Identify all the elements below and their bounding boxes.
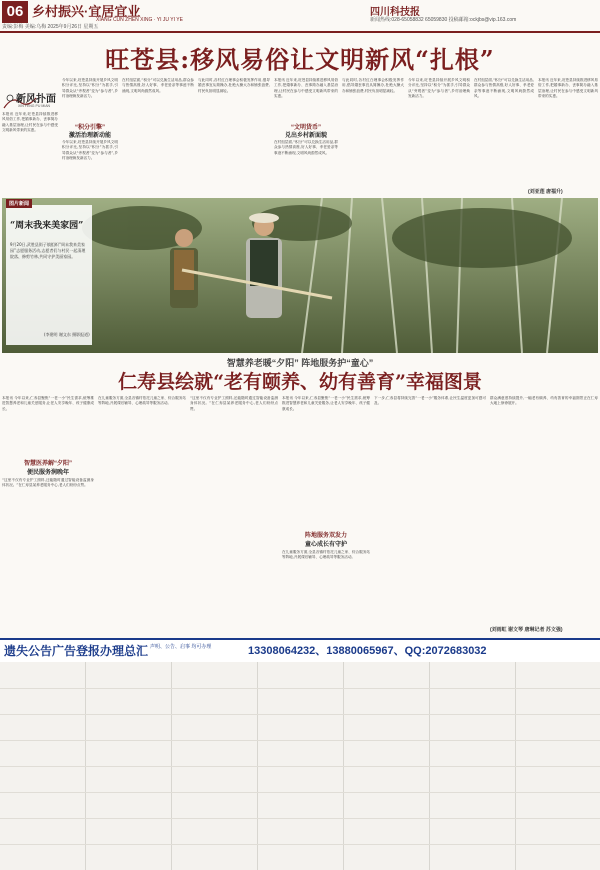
article1-col1: 本报讯 近年来,旺苍县持续推进移风易俗工作,把婚事新办、丧事简办融入基层治理,让村民在参与中感受文明新风带来的实惠。	[2, 112, 58, 132]
article1-col5: 本报讯 近年来,旺苍县持续推进移风易俗工作,把婚事新办、丧事简办融入基层治理,让村民在参与中感受文明新风带来的实惠。	[274, 78, 338, 98]
photo-credit: (李建明 谢文东 摄影报道)	[44, 332, 90, 337]
subhead-points-engine: “积分引擎”	[74, 125, 105, 131]
article2-col5: 本报讯 今年以来,仁寿县聚焦“一老一小”民生需求,统筹推进智慧养老和儿童关爱服务,让老人安享晚年、孩子健康成长。	[282, 396, 370, 411]
article1-col1b: 今年以来,旺苍县持续开展乡风文明积分评比,坚持以“积分”为抓手,引导群众从“旁观者”变为“参与者”,乡村治理焕发新活力。	[62, 78, 118, 98]
classified-ad-bar	[0, 638, 600, 663]
subhead-child-service: 阵地服务双发力	[304, 533, 347, 539]
article1-byline: (刘亚莲 唐福升)	[528, 189, 563, 195]
article2-col4: “这里不仅有专业护工照料,还能随时通过智能设备监测身体状况。”在仁寿县某养老服务中心,老人们纷纷点赞。	[190, 396, 278, 411]
column-logo	[2, 88, 58, 112]
article1-col9: 在村组层面,“积分”可以兑换生活用品,群众参与热情高涨,好人好事、孝老爱亲等事迹不断涌现,文明风尚蔚然成风。	[474, 78, 534, 98]
article1-col10: 本报讯 近年来,旺苍县持续推进移风易俗工作,把婚事新办、丧事简办融入基层治理,让村民在参与中感受文明新风带来的实惠。	[538, 78, 598, 98]
article1-col8: 今年以来,旺苍县持续开展乡风文明积分评比,坚持以“积分”为抓手,引导群众从“旁观者”变为“参与者”,乡村治理焕发新活力。	[408, 78, 470, 98]
article1-col2: 今年以来,旺苍县持续开展乡风文明积分评比,坚持以“积分”为抓手,引导群众从“旁观者”变为“参与者”,乡村治理焕发新活力。	[62, 140, 118, 160]
article2-col6: 在儿童服务方面,全县各镇村依托儿童之家、综合服务站等阵地,开展课后辅导、心理疏导等服务活动。	[282, 550, 370, 560]
editor-line: 责编:彭梅 美编:乌梅 2025年9月26日 星期五	[2, 24, 99, 30]
article1-col3: 在村组层面,“积分”可以兑换生活用品,群众参与热情高涨,好人好事、孝老爱亲等事迹不断涌现,文明风尚蔚然成风。	[122, 78, 194, 93]
subhead-smart-care-2: 便民服务润晚年	[26, 470, 69, 476]
photo-caption-title: “周末我来美家园”	[10, 221, 84, 231]
headline-renshou: 仁寿县绘就“老有颐养、幼有善育”幸福图景	[118, 371, 482, 393]
subhead-civil-currency-2: 兑出乡村新面貌	[284, 133, 327, 139]
article2-kicker: 智慧养老暖“夕阳” 阵地服务护“童心”	[226, 358, 374, 368]
column-logo-title: 新风扑面	[16, 94, 56, 105]
article1-col4: 与此同时,各村红白理事会积极发挥作用,倡导婚丧事宜从简操办,杜绝大操大办和铺张浪费,村民负担明显减轻。	[198, 78, 270, 93]
headline-wangcang: 旺苍县:移风易俗让文明新风“扎根”	[105, 45, 495, 74]
subhead-child-service-2: 童心成长有守护	[304, 542, 347, 548]
ad-subtitle: 声明、公告、启事 均可办理	[150, 644, 212, 650]
subhead-points-engine-2: 激活治理新动能	[68, 133, 111, 139]
ad-title: 遗失公告广告登报办理总汇	[4, 644, 149, 658]
subhead-smart-care: 智慧医养解“夕阳”	[23, 461, 72, 467]
article1-col7: 与此同时,各村红白理事会积极发挥作用,倡导婚丧事宜从简操办,杜绝大操大办和铺张浪费,村民负担明显减轻。	[342, 78, 404, 93]
newspaper-logo: 四川科技报	[370, 7, 420, 18]
article2-col3: 在儿童服务方面,全县各镇村依托儿童之家、综合服务站等阵地,开展课后辅导、心理疏导等服务活动。	[98, 396, 186, 406]
ad-phone-numbers: 13308064232、13880065967、QQ:2072683032	[248, 645, 487, 657]
masthead-rule	[0, 31, 600, 33]
article2-col2: “这里不仅有专业护工照料,还能随时通过智能设备监测身体状况。”在仁寿县某养老服务中心,老人们纷纷点赞。	[2, 478, 94, 488]
article1-col6: 在村组层面,“积分”可以兑换生活用品,群众参与热情高涨,好人好事、孝老爱亲等事迹不断涌现,文明风尚蔚然成风。	[274, 140, 338, 155]
section-pinyin: XIANG CUN ZHEN XING · YI JU YI YE	[96, 17, 183, 23]
masthead	[0, 0, 600, 30]
article2-byline: (刘雨虹 谢文琴 唐琳记者 苏文强)	[490, 627, 563, 633]
article2-col8: 群众满意度持续提升,一幅老有颐养、幼有善育的幸福图景正在仁寿大地上徐徐展开。	[490, 396, 598, 406]
article2-col1: 本报讯 今年以来,仁寿县聚焦“一老一小”民生需求,统筹推进智慧养老和儿童关爱服务,让老人安享晚年、孩子健康成长。	[2, 396, 94, 411]
contact-line: 新闻热线:028-65058832 65059830 投稿邮箱:ockjbs@vip.163.com	[370, 17, 517, 23]
section-title: 乡村振兴·宜居宜业	[32, 4, 141, 19]
classified-ads-grid	[0, 662, 600, 870]
photo-caption-text: 9月20日,武胜县街子镇组织“周末我来美家园”志愿服务活动,志愿者们与村民一起清理院落、修剪竹林,共同守护美丽家园。	[10, 242, 86, 259]
photo-news-label: 图片新闻	[6, 199, 32, 208]
page-number: 06	[2, 1, 28, 23]
column-logo-pinyin: XIN FENG PU MIAN	[18, 104, 51, 108]
article2-col7: 下一步,仁寿县将持续完善“一老一小”服务体系,让民生温度更加可感可及。	[374, 396, 486, 406]
subhead-civil-currency: “文明货币”	[290, 125, 321, 131]
